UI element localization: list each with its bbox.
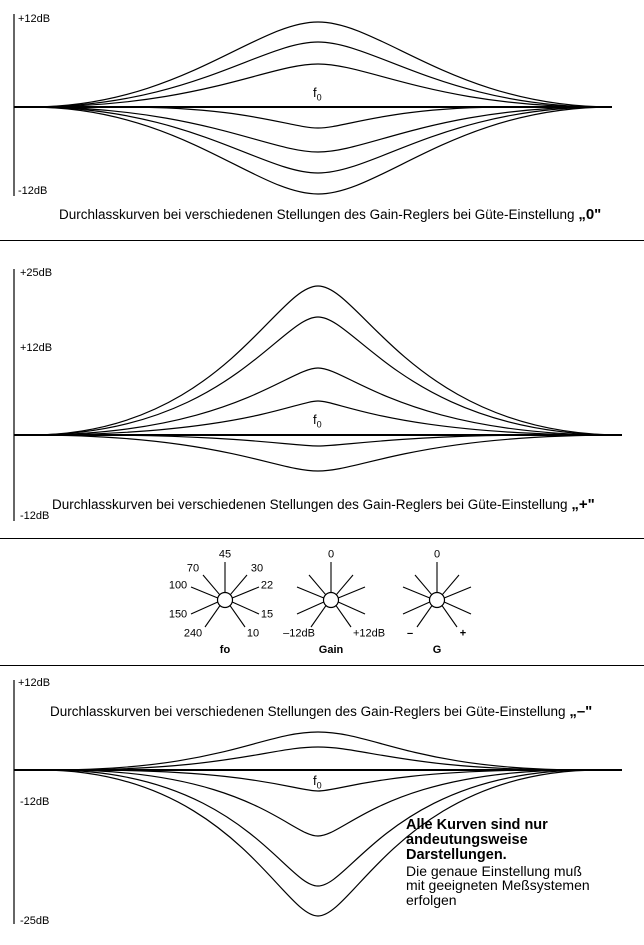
qminus-top-label: +12dB xyxy=(18,677,51,689)
panel-q0 xyxy=(0,0,644,240)
g-title: G xyxy=(432,644,442,656)
fo-label-15: 15 xyxy=(260,608,274,621)
q0-caption xyxy=(59,207,601,222)
q0-caption-text: Durchlasskurven bei verschiedenen Stellungen des Gain-Reglers bei Güte-Einstellung xyxy=(59,207,575,222)
qplus-boost-curve-2 xyxy=(30,317,620,435)
qminus-caption xyxy=(50,704,592,719)
note-bold-line-2: andeutungsweise xyxy=(406,832,528,849)
qminus-caption-setting: „–" xyxy=(569,703,593,720)
g-knob-rays xyxy=(387,550,487,650)
gain-label-plus: +12dB xyxy=(352,627,386,640)
q0-f0-label xyxy=(313,86,322,103)
f0-letter: f xyxy=(313,412,317,427)
divider-2 xyxy=(0,538,644,539)
fo-label-70: 70 xyxy=(186,562,200,575)
qplus-top-label: +25dB xyxy=(20,267,53,279)
qplus-caption xyxy=(52,497,595,512)
fo-label-10: 10 xyxy=(246,627,260,640)
disclaimer-note xyxy=(406,818,642,908)
q0-plus-label: +12dB xyxy=(18,13,51,25)
fo-title: fo xyxy=(219,644,231,656)
gain-label-zero: 0 xyxy=(327,548,335,561)
fo-label-30: 30 xyxy=(250,562,264,575)
qplus-boost-curve-1 xyxy=(30,286,622,435)
q0-curves xyxy=(0,0,644,240)
fo-label-100: 100 xyxy=(168,579,188,592)
g-label-plus: + xyxy=(459,627,467,640)
fo-label-22: 22 xyxy=(260,579,274,592)
qplus-mid-label: +12dB xyxy=(20,342,53,354)
qminus-boost-curve-1 xyxy=(50,732,585,770)
fo-label-45: 45 xyxy=(218,548,232,561)
control-knobs xyxy=(0,543,644,663)
qminus-f0-label xyxy=(313,774,322,791)
q0-cut-curve-4 xyxy=(30,107,612,194)
g-label-minus: – xyxy=(406,627,414,640)
gain-title: Gain xyxy=(318,644,344,656)
qplus-bottom-label: -12dB xyxy=(20,510,50,522)
note-line-3: erfolgen xyxy=(406,892,457,909)
f0-letter: f xyxy=(313,85,317,100)
qminus-caption-text: Durchlasskurven bei verschiedenen Stellungen des Gain-Reglers bei Güte-Einstellung xyxy=(50,704,566,719)
qplus-cut-curve-1 xyxy=(84,435,550,446)
qplus-caption-setting: „+" xyxy=(571,496,595,513)
f0-letter: f xyxy=(313,773,317,788)
q0-caption-setting: „0" xyxy=(578,206,602,223)
qplus-curves xyxy=(0,241,644,537)
q0-minus-label: -12dB xyxy=(18,185,48,197)
note-bold-line-3: Darstellungen. xyxy=(406,847,507,864)
f0-subscript: 0 xyxy=(316,780,322,791)
qplus-f0-label xyxy=(313,413,322,430)
qplus-caption-text: Durchlasskurven bei verschiedenen Stellungen des Gain-Reglers bei Güte-Einstellung xyxy=(52,497,568,512)
fo-label-150: 150 xyxy=(168,608,188,621)
panel-qplus xyxy=(0,241,644,537)
f0-subscript: 0 xyxy=(316,419,322,430)
note-line-2: mit geeigneten Meßsystemen xyxy=(406,877,590,894)
f0-subscript: 0 xyxy=(316,92,322,103)
g-label-zero: 0 xyxy=(433,548,441,561)
q0-cut-curve-1 xyxy=(122,107,510,128)
qminus-mid-label: -12dB xyxy=(20,796,50,808)
qplus-cut-curve-2 xyxy=(30,435,620,471)
gain-label-minus: –12dB xyxy=(283,627,315,640)
note-line-1: Die genaue Einstellung muß xyxy=(406,862,582,879)
qminus-bottom-label: -25dB xyxy=(20,915,50,927)
note-bold-line-1: Alle Kurven sind nur xyxy=(406,817,548,833)
fo-label-240: 240 xyxy=(183,627,203,640)
